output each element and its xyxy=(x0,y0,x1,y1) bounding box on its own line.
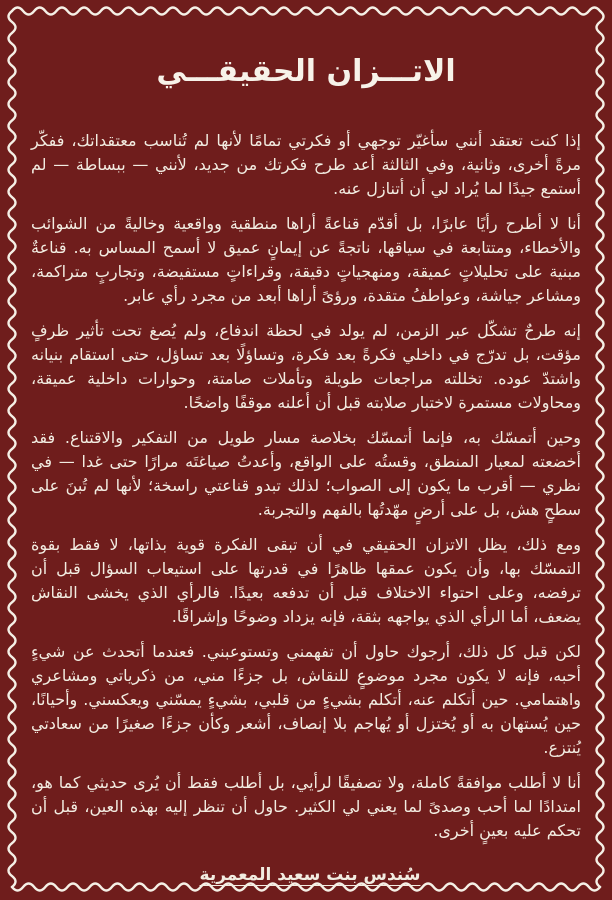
body-paragraph: إذا كنت تعتقد أنني سأغيّر توجهي أو فكرتي تمامًا لأنها لم تُناسب معتقداتك، ففكّر مرةً أخرى، وثانية، وفي الثالثة أعد طرح فكرتك من جديد، لأنني — ببساطة — لم أستمع جيدًا لما يُراد لي أن أتنازل عنه. xyxy=(31,131,581,198)
document-content xyxy=(31,0,581,885)
body-paragraph: إنه طرحٌ تشكّل عبر الزمن، لم يولد في لحظة اندفاع، ولم يُصغ تحت تأثير ظرفٍ مؤقت، بل تدرّج في داخلي فكرةً بعد فكرة، وتساؤلًا بعد تساؤل، حتى استقام بنيانه واشتدّ عوده. تخللته مراجعات طويلة وتأملات صامتة، وحوارات داخلية عميقة، ومحاولات مستمرة لاختبار صلابته قبل أن أعلنه موقفًا واضحًا. xyxy=(31,321,581,412)
body-paragraph: أنا لا أطرح رأيًا عابرًا، بل أقدّم قناعةً أراها منطقية وواقعية وخاليةً من الشوائب والأخطاء، ومتتابعة في سياقها، ناتجةً عن إيمانٍ عميق لا أسمح المساس به. قناعةٌ مبنية على تحليلاتٍ عميقة، ومنهجياتٍ دقيقة، وقراءاتٍ مستفيضة، وتجاربٍ متراكمة، ومشاعر جياشة، وعواطفُ متقدة، ورؤىً أراها أبعد من مجرد رأي عابر. xyxy=(31,214,581,305)
wavy-border-left xyxy=(9,11,16,887)
page-title: الاتـــزان الحقيقـــي xyxy=(156,54,456,89)
body-paragraph: ومع ذلك، يظل الاتزان الحقيقي في أن تبقى الفكرة قوية بذاتها، لا فقط بقوة التمسّك بها، وأن يكون عمقها ظاهرًا في قدرتها على استيعاب السؤال قبل أن ترفضه، وعلى احتواء الاختلاف قبل أن تدفعه بعيدًا. فالرأي الذي يخشى النقاش يضعف، أما الرأي الذي يواجهه بثقة، فإنه يزداد وضوحًا وإشراقًا. xyxy=(31,535,581,626)
body-paragraph: لكن قبل كل ذلك، أرجوك حاول أن تفهمني وتستوعبني. فعندما أتحدث عن شيءٍ أحبه، فإنه لا يكون مجرد موضوعٍ للنقاش، بل جزءًا مني، من ذكرياتي ومشاعري واهتمامي. حين أتكلم عنه، أتكلم بشيءٍ من قلبي، بشيءٍ يمسّني ويعكسني. وأحيانًا، حين يُستهان به أو يُختزل أو يُهاجم بلا إنصاف، أشعر وكأن جزءًا صغيرًا من سعادتي يُنتزع. xyxy=(31,642,581,757)
body-paragraph: أنا لا أطلب موافقةً كاملة، ولا تصفيقًا لرأيي، بل أطلب فقط أن يُرى حديثي كما هو، امتدادًا لما أحب وصدىً لما يعني لي الكثير. حاول أن تنظر إليه بهذه العين، قبل أن تحكم عليه بعينٍ أخرى. xyxy=(31,773,581,840)
wavy-border-right xyxy=(597,11,604,887)
body-paragraph: وحين أتمسّك به، فإنما أتمسّك بخلاصة مسار طويل من التفكير والاقتناع. فقد أخضعته لمعيار المنطق، وقستُه على الواقع، وأعدتُ صياغتَه مرارًا حتى غدا — في نظري — أقرب ما يكون إلى الصواب؛ لذلك تبدو قناعتي راسخة؛ لأنها لم تُبنَ على سطحٍ هش، بل على أرضٍ مهّدتُها بالفهم والتجربة. xyxy=(31,428,581,519)
author-signature: سُندس بنت سعيد المعمرية xyxy=(199,865,421,885)
